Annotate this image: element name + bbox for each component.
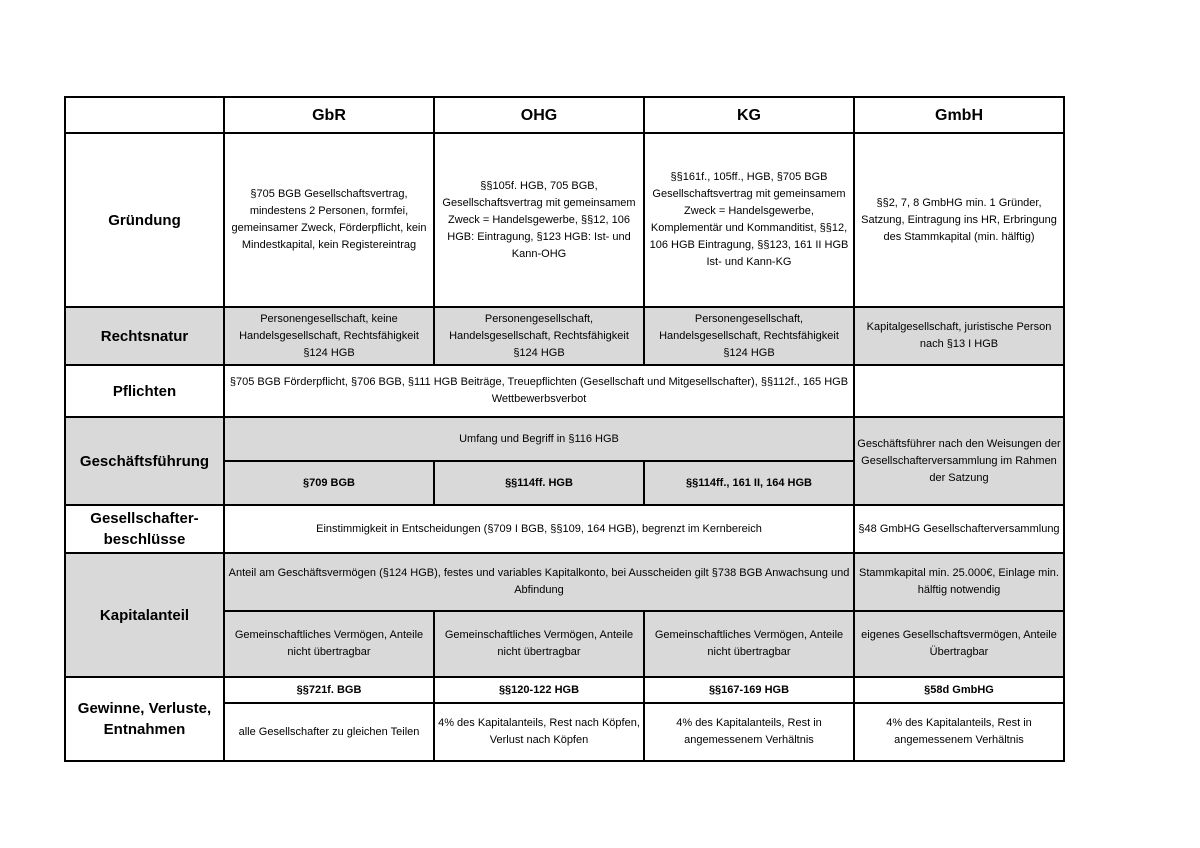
beschluesse-personengesellschaften: Einstimmigkeit in Entscheidungen (§709 I BGB, §§109, 164 HGB), begrenzt im Kernbereich	[224, 505, 854, 553]
gewinne-gmbh-norm: §58d GmbHG	[854, 677, 1064, 703]
kapitalanteil-gmbh-vermoegen: eigenes Gesellschaftsvermögen, Anteile Übertragbar	[854, 611, 1064, 677]
geschaeftsfuehrung-gemeinsam: Umfang und Begriff in §116 HGB	[224, 417, 854, 461]
gewinne-gbr-norm: §§721f. BGB	[224, 677, 434, 703]
row-label-gruendung: Gründung	[65, 133, 224, 307]
gewinne-gmbh: 4% des Kapitalanteils, Rest in angemessenem Verhältnis	[854, 703, 1064, 761]
geschaeftsfuehrung-gmbh: Geschäftsführer nach den Weisungen der Gesellschafterversammlung im Rahmen der Satzung	[854, 417, 1064, 505]
kapitalanteil-ohg: Gemeinschaftliches Vermögen, Anteile nicht übertragbar	[434, 611, 644, 677]
rechtsnatur-kg: Personengesellschaft, Handelsgesellschaft, Rechtsfähigkeit §124 HGB	[644, 307, 854, 365]
gruendung-kg: §§161f., 105ff., HGB, §705 BGB Gesellschaftsvertrag mit gemeinsamem Zweck = Handelsgewerbe, Komplementär und Kommanditist, §§12, 106 HGB Eintragung, §§123, 161 II HGB Ist- und Kann-KG	[644, 133, 854, 307]
row-label-geschaeftsfuehrung: Geschäftsführung	[65, 417, 224, 505]
kapitalanteil-gbr: Gemeinschaftliches Vermögen, Anteile nicht übertragbar	[224, 611, 434, 677]
geschaeftsfuehrung-kg: §§114ff., 161 II, 164 HGB	[644, 461, 854, 505]
header-kg: KG	[644, 97, 854, 133]
header-gbr: GbR	[224, 97, 434, 133]
beschluesse-gmbh: §48 GmbHG Gesellschafterversammlung	[854, 505, 1064, 553]
row-rechtsnatur	[65, 307, 1064, 365]
gewinne-gbr: alle Gesellschafter zu gleichen Teilen	[224, 703, 434, 761]
gewinne-ohg-norm: §§120-122 HGB	[434, 677, 644, 703]
geschaeftsfuehrung-ohg: §§114ff. HGB	[434, 461, 644, 505]
row-label-gewinne: Gewinne, Verluste, Entnahmen	[65, 677, 224, 761]
gruendung-gmbh: §§2, 7, 8 GmbHG min. 1 Gründer, Satzung, Eintragung ins HR, Erbringung des Stammkapital (min. hälftig)	[854, 133, 1064, 307]
geschaeftsfuehrung-gbr: §709 BGB	[224, 461, 434, 505]
row-geschaeftsfuehrung-1	[65, 417, 1064, 461]
rechtsnatur-gmbh: Kapitalgesellschaft, juristische Person nach §13 I HGB	[854, 307, 1064, 365]
row-gewinne-normen	[65, 677, 1064, 703]
gewinne-ohg: 4% des Kapitalanteils, Rest nach Köpfen, Verlust nach Köpfen	[434, 703, 644, 761]
gewinne-kg: 4% des Kapitalanteils, Rest in angemessenem Verhältnis	[644, 703, 854, 761]
gewinne-kg-norm: §§167-169 HGB	[644, 677, 854, 703]
header-ohg: OHG	[434, 97, 644, 133]
row-beschluesse	[65, 505, 1064, 553]
row-pflichten	[65, 365, 1064, 417]
header-gmbh: GmbH	[854, 97, 1064, 133]
row-label-kapitalanteil: Kapitalanteil	[65, 553, 224, 677]
gruendung-ohg: §§105f. HGB, 705 BGB, Gesellschaftsvertrag mit gemeinsamem Zweck = Handelsgewerbe, §§12, 106 HGB: Eintragung, §123 HGB: Ist- und Kann-OHG	[434, 133, 644, 307]
pflichten-gmbh	[854, 365, 1064, 417]
kapitalanteil-gmbh-stammkapital: Stammkapital min. 25.000€, Einlage min. hälftig notwendig	[854, 553, 1064, 611]
row-label-beschluesse: Gesellschafter-beschlüsse	[65, 505, 224, 553]
row-label-rechtsnatur: Rechtsnatur	[65, 307, 224, 365]
header-corner	[65, 97, 224, 133]
kapitalanteil-kg: Gemeinschaftliches Vermögen, Anteile nicht übertragbar	[644, 611, 854, 677]
rechtsnatur-ohg: Personengesellschaft, Handelsgesellschaft, Rechtsfähigkeit §124 HGB	[434, 307, 644, 365]
row-label-pflichten: Pflichten	[65, 365, 224, 417]
row-kapitalanteil-1	[65, 553, 1064, 611]
pflichten-personengesellschaften: §705 BGB Förderpflicht, §706 BGB, §111 HGB Beiträge, Treuepflichten (Gesellschaft und Mitgesellschafter), §§112f., 165 HGB Wettbewerbsverbot	[224, 365, 854, 417]
comparison-table	[64, 96, 1065, 762]
header-row	[65, 97, 1064, 133]
rechtsnatur-gbr: Personengesellschaft, keine Handelsgesellschaft, Rechtsfähigkeit §124 HGB	[224, 307, 434, 365]
row-gruendung	[65, 133, 1064, 307]
kapitalanteil-personengesellschaften: Anteil am Geschäftsvermögen (§124 HGB), festes und variables Kapitalkonto, bei Ausscheiden gilt §738 BGB Anwachsung und Abfindung	[224, 553, 854, 611]
gruendung-gbr: §705 BGB Gesellschaftsvertrag, mindestens 2 Personen, formfei, gemeinsamer Zweck, Förderpflicht, kein Mindestkapital, kein Registereintrag	[224, 133, 434, 307]
